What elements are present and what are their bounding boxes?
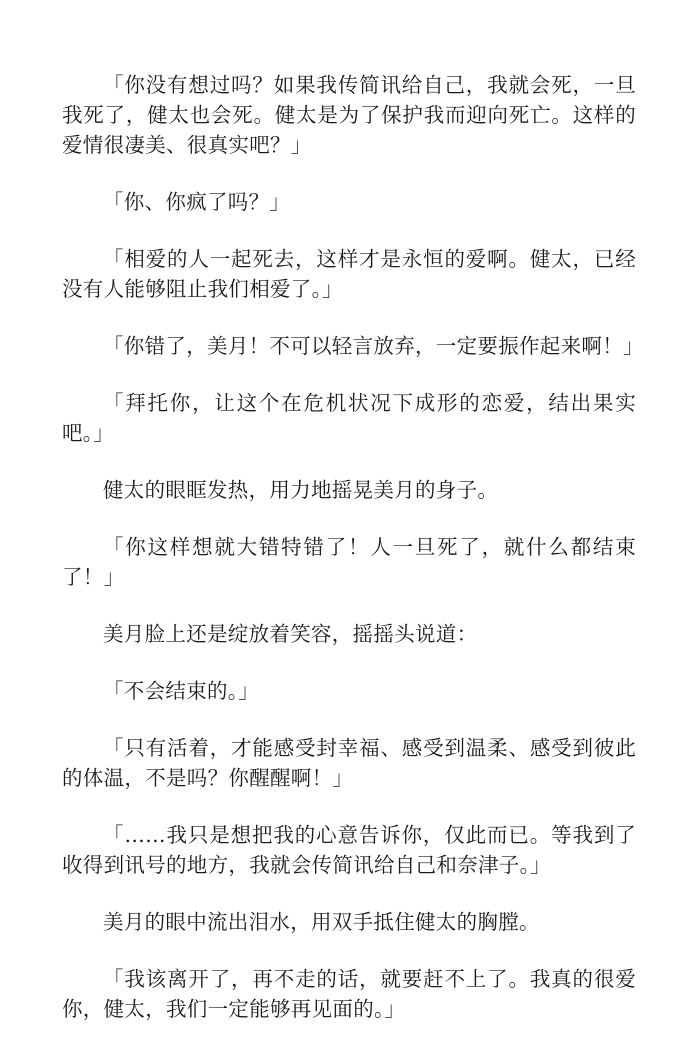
paragraph: 美月脸上还是绽放着笑容，摇摇头说道： <box>103 622 478 646</box>
paragraph: 「相爱的人一起死去，这样才是永恒的爱啊。健太，已经没有人能够阻止我们相爱了。」 <box>62 247 636 301</box>
paragraph: 「你没有想过吗？如果我传简讯给自己，我就会死，一旦我死了，健太也会死。健太是为了保护我而迎向死亡。这样的爱情很凄美、很真实吧？」 <box>62 73 636 157</box>
paragraph: 「拜托你，让这个在危机状况下成形的恋爱，结出果实吧。」 <box>62 391 636 445</box>
paragraph: 「你、你疯了吗？」 <box>103 190 291 214</box>
paragraph: 健太的眼眶发热，用力地摇晃美月的身子。 <box>103 478 499 502</box>
paragraph: 「不会结束的。」 <box>103 679 260 703</box>
paragraph: 「你这样想就大错特错了！人一旦死了，就什么都结束了！」 <box>62 535 636 589</box>
paragraph: 「我该离开了，再不走的话，就要赶不上了。我真的很爱你，健太，我们一定能够再见面的。」 <box>62 967 636 1021</box>
paragraph: 美月的眼中流出泪水，用双手抵住健太的胸膛。 <box>103 910 540 934</box>
paragraph: 「只有活着，才能感受封幸福、感受到温柔、感受到彼此的体温，不是吗？你醒醒啊！」 <box>62 736 636 790</box>
book-page <box>62 70 644 1051</box>
paragraph: 「你错了，美月！不可以轻言放弃，一定要振作起来啊！」 <box>103 334 644 358</box>
paragraph: 「……我只是想把我的心意告诉你，仅此而已。等我到了收得到讯号的地方，我就会传简讯给自己和奈津子。」 <box>62 823 636 877</box>
